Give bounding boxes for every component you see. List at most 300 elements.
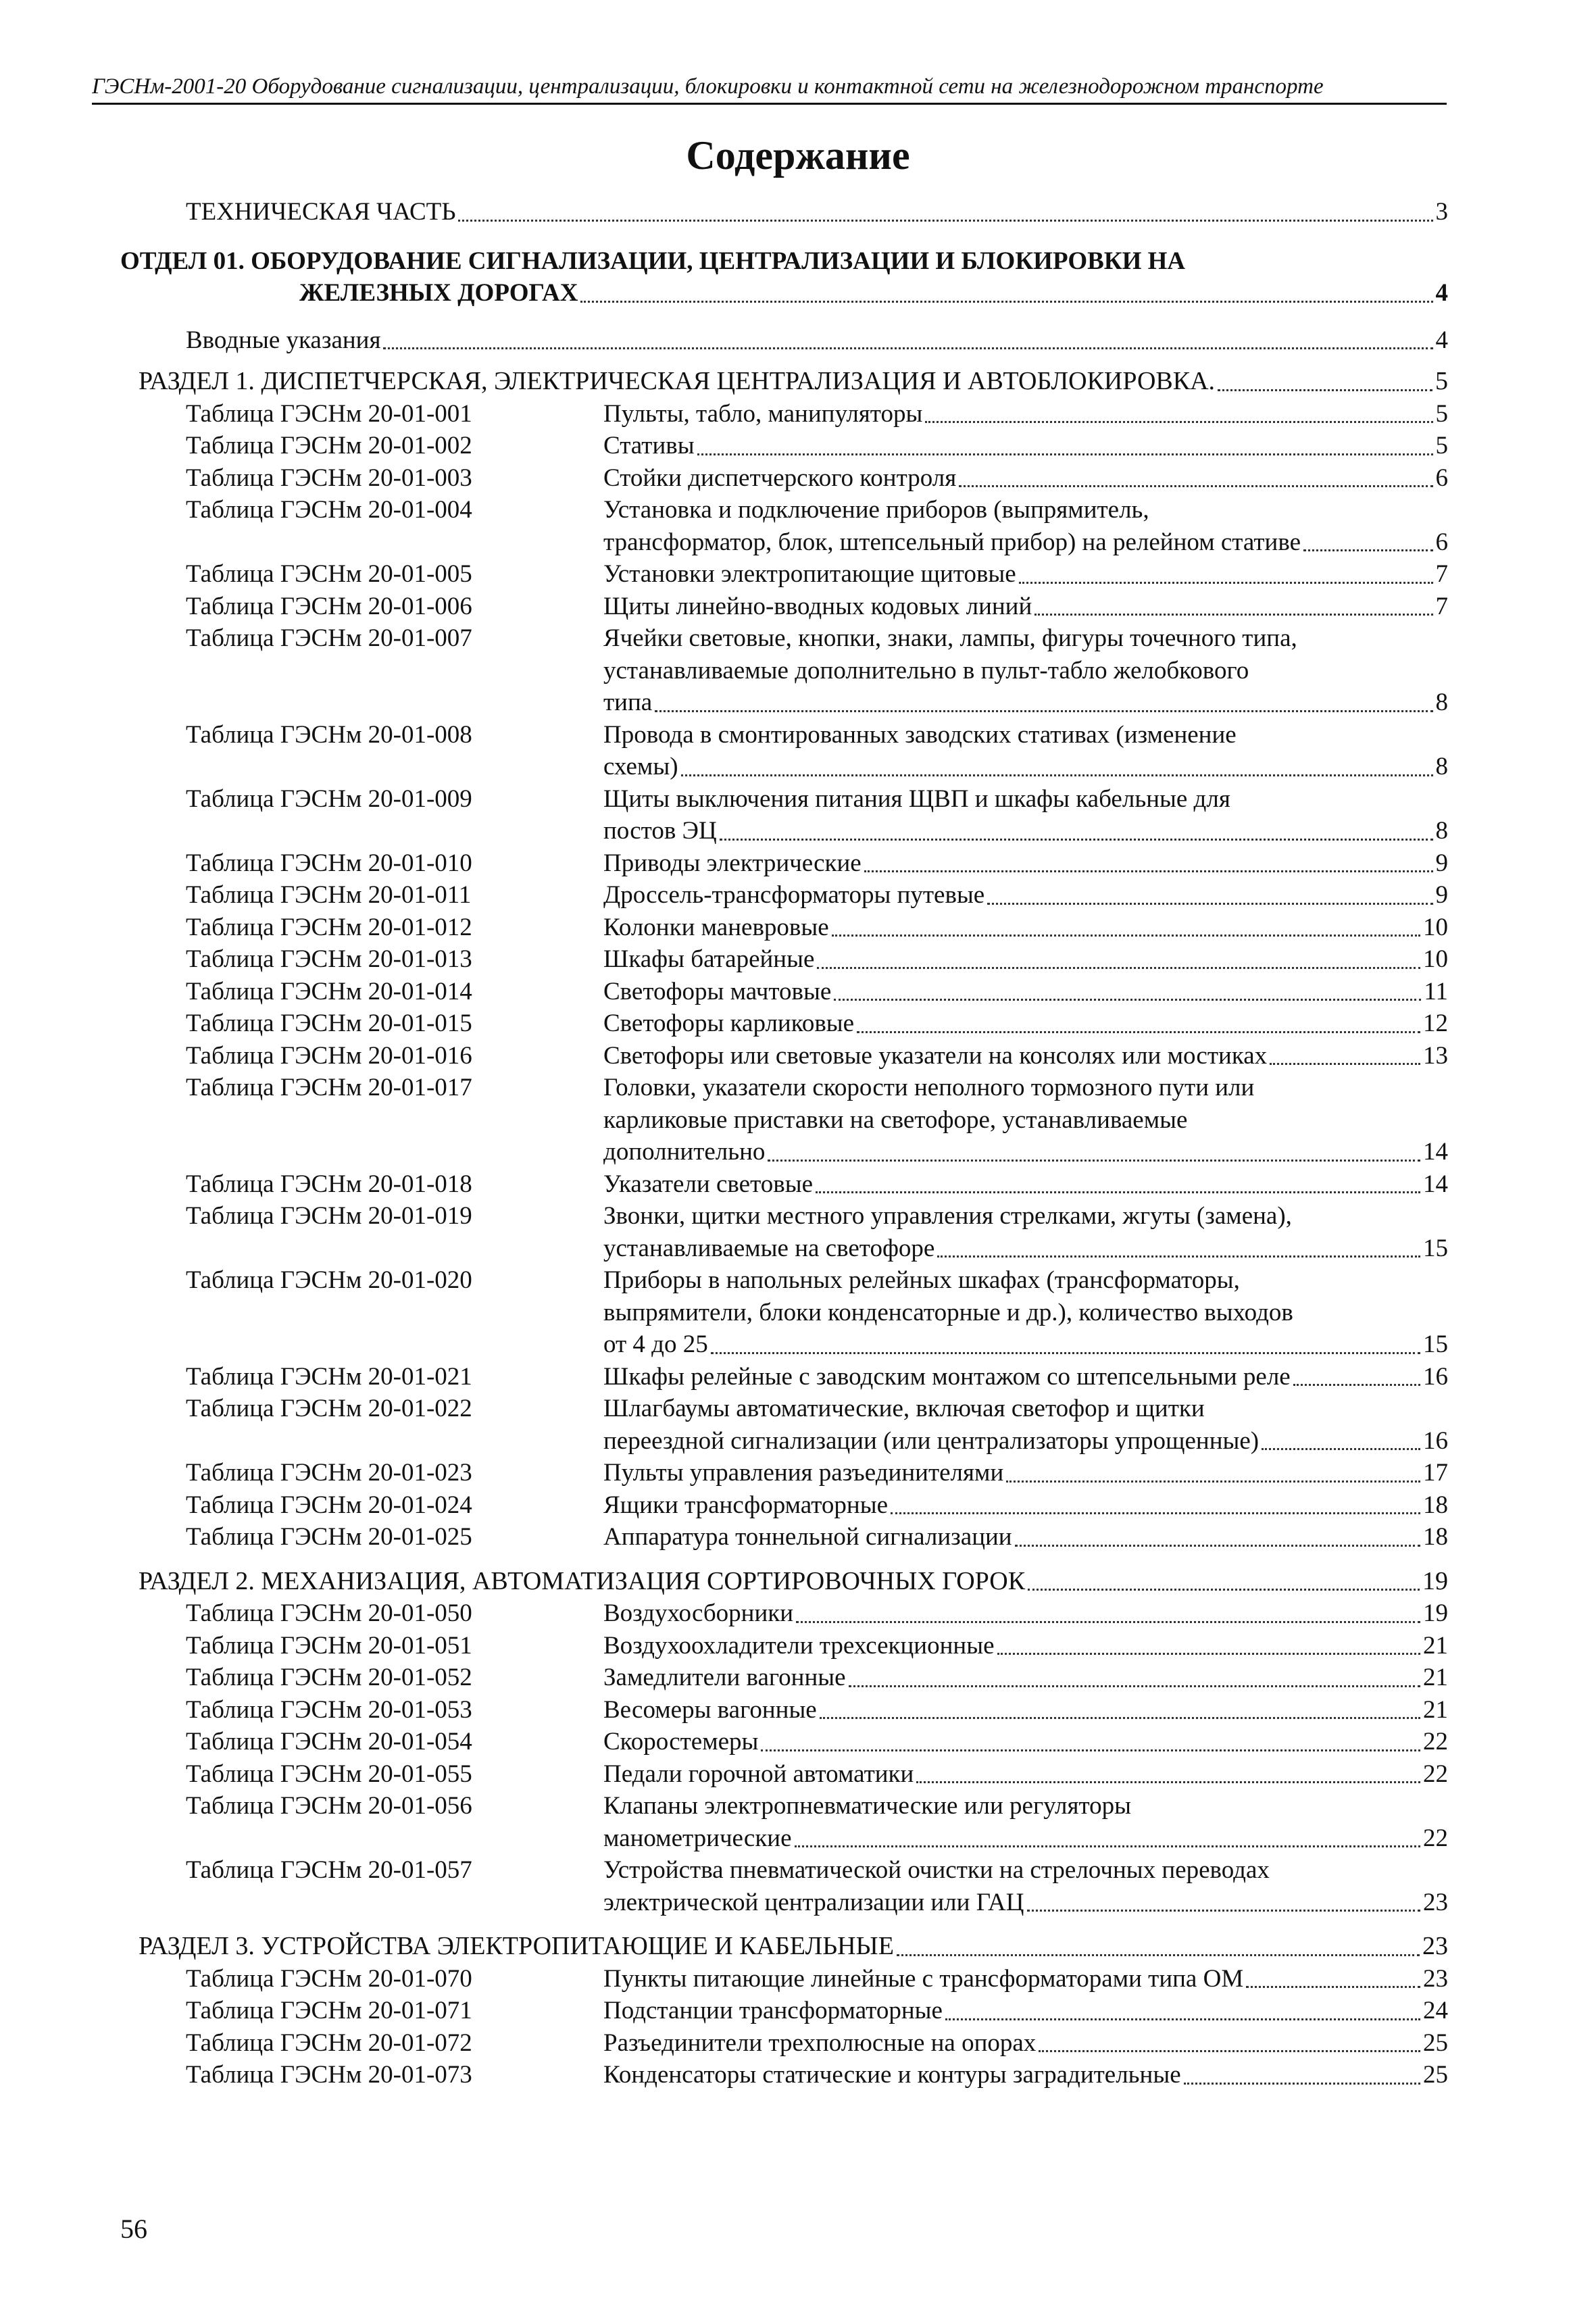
section-title: РАЗДЕЛ 3. УСТРОЙСТВА ЭЛЕКТРОПИТАЮЩИЕ И КАБЕЛЬНЫЕ — [139, 1932, 894, 1960]
table-label: Таблица ГЭСНм 20-01-003 — [186, 464, 472, 492]
table-description-text: Дроссель-трансформаторы путевые — [603, 881, 985, 909]
table-page: 10 — [1423, 945, 1448, 973]
table-description-text: Скоростемеры — [603, 1728, 759, 1756]
toc-table-entry[interactable] — [186, 1854, 1448, 1918]
table-description — [603, 1758, 1448, 1791]
toc-table-entry[interactable] — [186, 879, 1448, 912]
table-page: 21 — [1423, 1695, 1448, 1724]
dot-leader — [817, 966, 1420, 969]
table-label: Таблица ГЭСНм 20-01-057 — [186, 1856, 472, 1884]
dot-leader — [916, 1781, 1420, 1783]
table-label: Таблица ГЭСНм 20-01-051 — [186, 1631, 472, 1660]
table-description — [603, 1662, 1448, 1694]
table-page: 22 — [1423, 1760, 1448, 1788]
dot-leader — [795, 1845, 1420, 1847]
table-description — [603, 1072, 1448, 1168]
table-description-text: Аппаратура тоннельной сигнализации — [603, 1523, 1012, 1551]
dot-leader — [796, 1620, 1420, 1623]
table-description — [603, 1168, 1448, 1201]
toc-sections — [0, 366, 1596, 2091]
table-description-last-line — [603, 526, 1448, 559]
table-page: 9 — [1435, 881, 1448, 909]
table-description — [603, 430, 1448, 462]
table-description-text: Подстанции трансформаторные — [603, 1997, 943, 2024]
table-label: Таблица ГЭСНм 20-01-011 — [186, 881, 472, 909]
table-page: 23 — [1423, 1888, 1448, 1916]
table-label: Таблица ГЭСНм 20-01-002 — [186, 432, 472, 459]
toc-table-entry[interactable] — [186, 1694, 1448, 1726]
table-description — [603, 879, 1448, 912]
dot-leader — [768, 1159, 1420, 1162]
table-description-text: Шкафы батарейные — [603, 945, 815, 973]
table-page: 18 — [1423, 1491, 1448, 1519]
dot-leader — [832, 934, 1420, 937]
table-page: 8 — [1435, 753, 1448, 780]
table-description — [603, 912, 1448, 944]
toc-table-entry[interactable] — [186, 558, 1448, 591]
table-description — [603, 1694, 1448, 1726]
section-page: 23 — [1422, 1932, 1448, 1960]
toc-table-entry[interactable] — [186, 1040, 1448, 1072]
table-page: 14 — [1423, 1138, 1448, 1166]
dot-leader — [959, 484, 1432, 487]
dot-leader — [1303, 549, 1432, 551]
toc-entry-technical-part[interactable] — [186, 196, 1448, 228]
toc-table-entry[interactable] — [186, 847, 1448, 880]
toc-table-entry[interactable] — [186, 430, 1448, 462]
table-description-last-line — [603, 1630, 1448, 1662]
table-description-text: трансформатор, блок, штепсельный прибор) на релейном стативе — [603, 528, 1301, 556]
table-description — [603, 1264, 1448, 1361]
table-label: Таблица ГЭСНм 20-01-010 — [186, 849, 472, 877]
toc-table-entry[interactable] — [186, 2027, 1448, 2060]
table-description — [603, 1040, 1448, 1072]
toc-table-entry[interactable] — [186, 494, 1448, 558]
header-divider — [92, 103, 1447, 105]
dot-leader — [1019, 581, 1433, 584]
table-description-line: выпрямители, блоки конденсаторные и др.), количество выходов — [603, 1298, 1293, 1326]
dot-leader — [1039, 2049, 1420, 2052]
table-description-line: Устройства пневматической очистки на стрелочных переводах — [603, 1856, 1270, 1884]
running-header: ГЭСНм-2001-20 Оборудование сигнализации, централизации, блокировки и контактной сети на железнодорожном транспорте — [92, 74, 1324, 99]
toc-table-entry[interactable] — [186, 622, 1448, 719]
toc-table-entry[interactable] — [186, 1790, 1448, 1854]
dot-leader — [816, 1191, 1420, 1193]
table-description — [603, 1790, 1448, 1854]
dot-leader — [697, 453, 1433, 455]
table-description-last-line — [603, 815, 1448, 847]
dot-leader — [937, 1255, 1420, 1258]
toc-entry-page: 3 — [1435, 198, 1448, 226]
table-description-text: Весомеры вагонные — [603, 1695, 817, 1724]
table-label: Таблица ГЭСНм 20-01-070 — [186, 1964, 472, 1993]
table-label: Таблица ГЭСНм 20-01-012 — [186, 913, 472, 941]
table-description — [603, 462, 1448, 495]
table-description-last-line — [603, 1489, 1448, 1522]
table-page: 23 — [1423, 1964, 1448, 1993]
table-description-last-line — [603, 847, 1448, 880]
toc-table-entry[interactable] — [186, 1072, 1448, 1168]
table-description-line: Щиты выключения питания ЩВП и шкафы кабельные для — [603, 785, 1230, 813]
toc-table-entry[interactable] — [186, 591, 1448, 623]
table-description-text: Замедлители вагонные — [603, 1664, 846, 1691]
table-label: Таблица ГЭСНм 20-01-017 — [186, 1074, 472, 1101]
table-page: 7 — [1435, 560, 1448, 588]
section-page: 5 — [1435, 367, 1448, 395]
dot-leader — [1246, 1985, 1420, 1988]
dot-leader — [925, 420, 1432, 423]
table-description — [603, 2059, 1448, 2091]
page-number: 56 — [120, 2214, 147, 2244]
dot-leader — [897, 1953, 1420, 1956]
table-description-line: устанавливаемые дополнительно в пульт-табло желобкового — [603, 656, 1249, 684]
table-description-last-line — [603, 1233, 1448, 1265]
toc-table-entry[interactable] — [186, 976, 1448, 1008]
toc-table-entry[interactable] — [186, 1007, 1448, 1040]
toc-table-entry[interactable] — [186, 943, 1448, 976]
table-description-last-line — [603, 2059, 1448, 2091]
table-page: 25 — [1423, 2061, 1448, 2089]
table-page: 6 — [1435, 528, 1448, 556]
table-description-last-line — [603, 591, 1448, 623]
table-description-last-line — [603, 1457, 1448, 1489]
table-page: 24 — [1423, 1997, 1448, 2024]
table-description — [603, 1489, 1448, 1522]
table-description-text: Приводы электрические — [603, 849, 862, 877]
table-label: Таблица ГЭСНм 20-01-016 — [186, 1041, 472, 1070]
table-description-line: Приборы в напольных релейных шкафах (трансформаторы, — [603, 1266, 1240, 1294]
toc-table-entry[interactable] — [186, 1457, 1448, 1489]
table-description-last-line — [603, 1136, 1448, 1168]
dot-leader — [1293, 1383, 1420, 1386]
table-description-text: Шкафы релейные с заводским монтажом со штепсельными реле — [603, 1362, 1291, 1391]
table-description-text: Колонки маневровые — [603, 913, 829, 941]
table-label: Таблица ГЭСНм 20-01-005 — [186, 560, 472, 588]
table-page: 15 — [1423, 1330, 1448, 1358]
table-description — [603, 943, 1448, 976]
table-label: Таблица ГЭСНм 20-01-054 — [186, 1728, 472, 1756]
table-description — [603, 1521, 1448, 1553]
table-description-last-line — [603, 1758, 1448, 1791]
toc-table-entry[interactable] — [186, 1521, 1448, 1553]
toc-table-entry[interactable] — [186, 1995, 1448, 2027]
table-page: 10 — [1423, 913, 1448, 941]
table-description-last-line — [603, 558, 1448, 591]
table-description-last-line — [603, 751, 1448, 783]
table-page: 5 — [1435, 399, 1448, 428]
table-description-last-line — [603, 462, 1448, 495]
table-description-text: от 4 до 25 — [603, 1330, 708, 1358]
table-label: Таблица ГЭСНм 20-01-015 — [186, 1010, 472, 1037]
toc-table-entry[interactable] — [186, 1489, 1448, 1522]
table-description-last-line — [603, 1361, 1448, 1393]
dot-leader — [987, 902, 1432, 905]
dot-leader — [1034, 613, 1432, 616]
table-description-text: Установки электропитающие щитовые — [603, 560, 1016, 588]
table-description-text: Ящики трансформаторные — [603, 1491, 889, 1519]
dot-leader — [1218, 389, 1432, 391]
table-page: 21 — [1423, 1631, 1448, 1660]
table-description-text: Пульты, табло, манипуляторы — [603, 399, 923, 428]
table-label: Таблица ГЭСНм 20-01-008 — [186, 720, 472, 749]
dot-leader — [1006, 1480, 1420, 1483]
table-page: 15 — [1423, 1234, 1448, 1262]
table-page: 11 — [1424, 977, 1448, 1005]
toc-table-entry[interactable] — [186, 1758, 1448, 1791]
table-page: 16 — [1423, 1426, 1448, 1455]
section-title: РАЗДЕЛ 1. ДИСПЕТЧЕРСКАЯ, ЭЛЕКТРИЧЕСКАЯ ЦЕНТРАЛИЗАЦИЯ И АВТОБЛОКИРОВКА. — [139, 367, 1216, 395]
table-description-line: Шлагбаумы автоматические, включая светофор и щитки — [603, 1395, 1205, 1422]
table-description-last-line — [603, 2027, 1448, 2060]
table-description-last-line — [603, 1963, 1448, 1995]
table-description-text: манометрические — [603, 1824, 792, 1852]
dot-leader — [458, 219, 1432, 222]
table-description — [603, 976, 1448, 1008]
toc-entry-intro[interactable] — [186, 324, 1448, 357]
toc-entry-otdel[interactable] — [120, 245, 1448, 309]
toc-table-entry[interactable] — [186, 1393, 1448, 1457]
dot-leader — [857, 1030, 1420, 1033]
table-description-last-line — [603, 1726, 1448, 1758]
table-description-text: Указатели световые — [603, 1170, 814, 1198]
toc-table-entry[interactable] — [186, 1597, 1448, 1630]
table-description-line: Установка и подключение приборов (выпрямитель, — [603, 496, 1149, 524]
table-page: 22 — [1423, 1728, 1448, 1756]
table-page: 14 — [1423, 1170, 1448, 1198]
table-description-line: Ячейки световые, кнопки, знаки, лампы, фигуры точечного типа, — [603, 624, 1297, 652]
dot-leader — [864, 870, 1433, 872]
table-label: Таблица ГЭСНм 20-01-021 — [186, 1362, 472, 1391]
table-description-last-line — [603, 1521, 1448, 1553]
table-label: Таблица ГЭСНм 20-01-009 — [186, 785, 472, 813]
dot-leader — [580, 300, 1432, 303]
table-description-last-line — [603, 1822, 1448, 1855]
table-description-text: Воздухоохладители трехсекционные — [603, 1631, 995, 1660]
table-description — [603, 622, 1448, 719]
table-label: Таблица ГЭСНм 20-01-052 — [186, 1664, 472, 1691]
table-description-line: Провода в смонтированных заводских стативах (изменение — [603, 720, 1237, 749]
toc-table-entry[interactable] — [186, 1264, 1448, 1361]
table-label: Таблица ГЭСНм 20-01-056 — [186, 1792, 472, 1820]
dot-leader — [834, 998, 1421, 1001]
table-description-text: Пункты питающие линейные с трансформаторами типа ОМ — [603, 1964, 1244, 1993]
table-label: Таблица ГЭСНм 20-01-050 — [186, 1599, 472, 1627]
table-description — [603, 591, 1448, 623]
table-description-last-line — [603, 1887, 1448, 1919]
dot-leader — [761, 1749, 1420, 1751]
toc-table-entry[interactable] — [186, 719, 1448, 783]
table-description — [603, 1393, 1448, 1457]
toc-table-entry[interactable] — [186, 462, 1448, 495]
toc-table-entry[interactable] — [186, 1662, 1448, 1694]
table-page: 16 — [1423, 1362, 1448, 1391]
table-description-text: Светофоры мачтовые — [603, 977, 832, 1005]
table-description — [603, 1007, 1448, 1040]
toc-table-entry[interactable] — [186, 1963, 1448, 1995]
table-label: Таблица ГЭСНм 20-01-071 — [186, 1997, 472, 2024]
dot-leader — [1015, 1544, 1420, 1547]
table-description-last-line — [603, 1040, 1448, 1072]
table-description — [603, 847, 1448, 880]
table-page: 17 — [1423, 1459, 1448, 1487]
toc-table-entry[interactable] — [186, 912, 1448, 944]
table-description-text: схемы) — [603, 753, 678, 780]
dot-leader — [849, 1685, 1420, 1687]
toc-section-2[interactable] — [139, 1566, 1448, 1598]
toc-table-entry[interactable] — [186, 1726, 1448, 1758]
table-description — [603, 1630, 1448, 1662]
dot-leader — [1028, 1588, 1420, 1591]
table-page: 9 — [1435, 849, 1448, 877]
toc-table-entry[interactable] — [186, 2059, 1448, 2091]
table-page: 18 — [1423, 1523, 1448, 1551]
dot-leader — [1184, 2082, 1420, 2085]
otdel-title-line2: ЖЕЛЕЗНЫХ ДОРОГАХ — [299, 279, 578, 307]
table-label: Таблица ГЭСНм 20-01-014 — [186, 977, 472, 1005]
table-label: Таблица ГЭСНм 20-01-053 — [186, 1695, 472, 1724]
table-description-last-line — [603, 943, 1448, 976]
table-description-last-line — [603, 912, 1448, 944]
table-description-last-line — [603, 1694, 1448, 1726]
table-page: 5 — [1435, 432, 1448, 459]
table-description-last-line — [603, 430, 1448, 462]
otdel-title-line2-row — [299, 277, 1448, 309]
table-description-line: Головки, указатели скорости неполного тормозного пути или — [603, 1074, 1255, 1101]
table-description-text: Воздухосборники — [603, 1599, 794, 1627]
toc-table-entry[interactable] — [186, 1630, 1448, 1662]
table-description-text: Педали горочной автоматики — [603, 1760, 914, 1788]
table-page: 8 — [1435, 689, 1448, 716]
table-page: 19 — [1423, 1599, 1448, 1627]
table-description — [603, 2027, 1448, 2060]
dot-leader — [720, 838, 1433, 841]
table-description-last-line — [603, 1328, 1448, 1361]
table-description-line: карликовые приставки на светофоре, устанавливаемые — [603, 1105, 1188, 1134]
table-description — [603, 1726, 1448, 1758]
table-description-last-line — [603, 1995, 1448, 2027]
table-description — [603, 1361, 1448, 1393]
dot-leader — [1262, 1447, 1420, 1450]
table-page: 12 — [1423, 1010, 1448, 1037]
table-description-text: Светофоры карликовые — [603, 1010, 855, 1037]
table-description-text: типа — [603, 689, 653, 716]
table-label: Таблица ГЭСНм 20-01-073 — [186, 2061, 472, 2089]
table-description-line: Клапаны электропневматические или регуляторы — [603, 1792, 1132, 1820]
toc-table-entry[interactable] — [186, 783, 1448, 847]
table-description — [603, 1200, 1448, 1264]
otdel-title-line1: ОТДЕЛ 01. ОБОРУДОВАНИЕ СИГНАЛИЗАЦИИ, ЦЕНТРАЛИЗАЦИИ И БЛОКИРОВКИ НА — [120, 247, 1186, 275]
toc-entry-page: 4 — [1435, 326, 1448, 354]
table-page: 25 — [1423, 2028, 1448, 2057]
table-description-text: Щиты линейно-вводных кодовых линий — [603, 592, 1032, 620]
toc-table-entry[interactable] — [186, 1168, 1448, 1201]
table-description-last-line — [603, 1662, 1448, 1694]
table-label: Таблица ГЭСНм 20-01-019 — [186, 1202, 472, 1230]
table-description-last-line — [603, 976, 1448, 1008]
table-label: Таблица ГЭСНм 20-01-072 — [186, 2028, 472, 2057]
table-description-last-line — [603, 1425, 1448, 1458]
toc-entry-page: 4 — [1435, 279, 1448, 307]
dot-leader — [945, 2018, 1420, 2020]
table-description — [603, 1854, 1448, 1918]
dot-leader — [997, 1652, 1421, 1655]
dot-leader — [655, 710, 1432, 712]
toc-entry-label: ТЕХНИЧЕСКАЯ ЧАСТЬ — [186, 198, 456, 226]
table-description-text: Светофоры или световые указатели на консолях или мостиках — [603, 1041, 1268, 1070]
section-page: 19 — [1422, 1566, 1448, 1595]
table-label: Таблица ГЭСНм 20-01-025 — [186, 1523, 472, 1551]
toc-section-3[interactable] — [139, 1931, 1448, 1963]
table-label: Таблица ГЭСНм 20-01-020 — [186, 1266, 472, 1294]
table-description-last-line — [603, 687, 1448, 719]
table-description — [603, 719, 1448, 783]
dot-leader — [820, 1716, 1420, 1719]
page-title: Содержание — [686, 133, 910, 178]
table-description-last-line — [603, 1007, 1448, 1040]
table-label: Таблица ГЭСНм 20-01-018 — [186, 1170, 472, 1198]
table-page: 13 — [1423, 1041, 1448, 1070]
table-description — [603, 1457, 1448, 1489]
table-description — [603, 1597, 1448, 1630]
table-page: 21 — [1423, 1664, 1448, 1691]
table-description-text: переездной сигнализации (или централизаторы упрощенные) — [603, 1426, 1260, 1455]
table-label: Таблица ГЭСНм 20-01-022 — [186, 1395, 472, 1422]
dot-leader — [891, 1512, 1420, 1514]
table-label: Таблица ГЭСНм 20-01-006 — [186, 592, 472, 620]
table-description-text: дополнительно — [603, 1138, 766, 1166]
dot-leader — [1027, 1909, 1421, 1912]
table-description-text: постов ЭЦ — [603, 817, 717, 845]
table-description-text: Стойки диспетчерского контроля — [603, 464, 957, 492]
section-title: РАЗДЕЛ 2. МЕХАНИЗАЦИЯ, АВТОМАТИЗАЦИЯ СОРТИРОВОЧНЫХ ГОРОК — [139, 1566, 1026, 1595]
table-description-last-line — [603, 1597, 1448, 1630]
table-label: Таблица ГЭСНм 20-01-023 — [186, 1459, 472, 1487]
table-description-line: Звонки, щитки местного управления стрелками, жгуты (замена), — [603, 1202, 1292, 1230]
table-description-last-line — [603, 879, 1448, 912]
toc-table-entry[interactable] — [186, 1361, 1448, 1393]
table-page: 7 — [1435, 592, 1448, 620]
table-label: Таблица ГЭСНм 20-01-055 — [186, 1760, 472, 1788]
toc-section-1[interactable] — [139, 366, 1448, 398]
table-description-text: Разъединители трехполюсные на опорах — [603, 2028, 1037, 2057]
table-description — [603, 494, 1448, 558]
toc-table-entry[interactable] — [186, 398, 1448, 430]
dot-leader — [681, 774, 1433, 776]
table-label: Таблица ГЭСНм 20-01-004 — [186, 496, 472, 524]
table-description — [603, 1963, 1448, 1995]
table-label: Таблица ГЭСНм 20-01-013 — [186, 945, 472, 973]
toc-table-entry[interactable] — [186, 1200, 1448, 1264]
table-label: Таблица ГЭСНм 20-01-001 — [186, 399, 472, 428]
toc-entry-label: Вводные указания — [186, 326, 381, 354]
table-description — [603, 1995, 1448, 2027]
table-description-text: Стативы — [603, 432, 695, 459]
table-description-last-line — [603, 398, 1448, 430]
table-description — [603, 783, 1448, 847]
dot-leader — [383, 347, 1432, 349]
table-description-text: Конденсаторы статические и контуры заградительные — [603, 2061, 1181, 2089]
dot-leader — [1270, 1062, 1420, 1065]
table-page: 22 — [1423, 1824, 1448, 1852]
table-description — [603, 558, 1448, 591]
table-description-text: Пульты управления разъединителями — [603, 1459, 1004, 1487]
table-description — [603, 398, 1448, 430]
table-description-last-line — [603, 1168, 1448, 1201]
table-label: Таблица ГЭСНм 20-01-007 — [186, 624, 472, 652]
table-of-contents — [0, 196, 1596, 2091]
table-page: 8 — [1435, 817, 1448, 845]
table-description-text: устанавливаемые на светофоре — [603, 1234, 935, 1262]
